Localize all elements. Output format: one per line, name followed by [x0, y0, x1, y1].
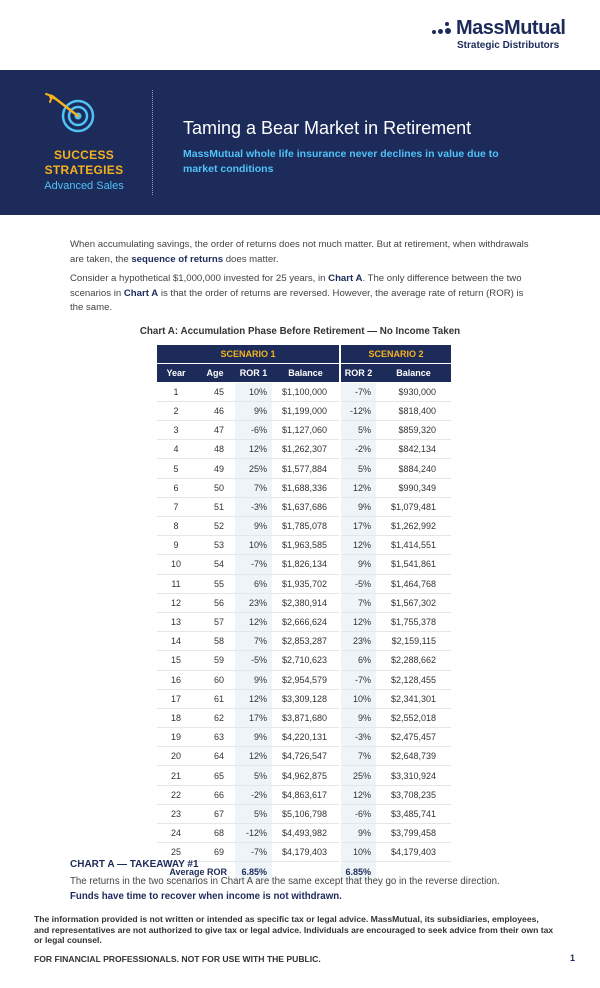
age-cell: 60: [195, 670, 235, 689]
ror2-cell: 7%: [340, 747, 376, 766]
year-cell: 3: [157, 421, 195, 440]
age-cell: 51: [195, 497, 235, 516]
year-cell: 8: [157, 517, 195, 536]
ror1-cell: 10%: [235, 382, 272, 401]
age-cell: 67: [195, 804, 235, 823]
year-cell: 22: [157, 785, 195, 804]
audience-notice: FOR FINANCIAL PROFESSIONALS. NOT FOR USE WITH THE PUBLIC.: [34, 954, 321, 964]
ror2-cell: 9%: [340, 555, 376, 574]
balance2-cell: $2,288,662: [376, 651, 451, 670]
ror1-cell: -5%: [235, 651, 272, 670]
balance1-cell: $3,871,680: [272, 708, 340, 727]
balance2-cell: $1,262,992: [376, 517, 451, 536]
balance1-cell: $3,309,128: [272, 689, 340, 708]
ror2-cell: 5%: [340, 421, 376, 440]
series-line-3: Advanced Sales: [44, 180, 124, 192]
balance2-cell: $2,648,739: [376, 747, 451, 766]
takeaway-line-1: The returns in the two scenarios in Chart A are the same except that they go in the reverse direction.: [70, 876, 500, 887]
ror1-cell: 12%: [235, 689, 272, 708]
table-row: [157, 574, 451, 593]
age-cell: 47: [195, 421, 235, 440]
year-cell: 10: [157, 555, 195, 574]
balance1-cell: $1,935,702: [272, 574, 340, 593]
balance1-cell: $4,962,875: [272, 766, 340, 785]
ror1-cell: 5%: [235, 766, 272, 785]
balance2-cell: $859,320: [376, 421, 451, 440]
page-number: 1: [570, 953, 576, 963]
intro-paragraph-2: Consider a hypothetical $1,000,000 invested for 25 years, in Chart A. The only difference between the two scenarios in Chart A is that the order of returns are reversed. However, the average rate of return (ROR) is the same.: [70, 273, 524, 313]
balance1-cell: $1,637,686: [272, 497, 340, 516]
ror1-cell: 9%: [235, 517, 272, 536]
balance2-cell: $3,310,924: [376, 766, 451, 785]
balance2-cell: $3,485,741: [376, 804, 451, 823]
balance2-cell: $1,567,302: [376, 593, 451, 612]
year-cell: 20: [157, 747, 195, 766]
year-cell: 24: [157, 824, 195, 843]
balance1-cell: $1,199,000: [272, 401, 340, 420]
ror2-cell: -12%: [340, 401, 376, 420]
balance1-cell: $1,127,060: [272, 421, 340, 440]
balance2-cell: $1,464,768: [376, 574, 451, 593]
balance2-cell: $2,128,455: [376, 670, 451, 689]
age-cell: 52: [195, 517, 235, 536]
year-cell: 11: [157, 574, 195, 593]
ror1-cell: -3%: [235, 497, 272, 516]
ror1-cell: 12%: [235, 440, 272, 459]
table-row: [157, 536, 451, 555]
balance2-cell: $1,414,551: [376, 536, 451, 555]
ror1-cell: -6%: [235, 421, 272, 440]
balance2-cell: $842,134: [376, 440, 451, 459]
age-cell: 64: [195, 747, 235, 766]
banner-divider: [152, 90, 153, 195]
age-cell: 61: [195, 689, 235, 708]
ror2-cell: 6%: [340, 651, 376, 670]
scenario-2-header: SCENARIO 2: [340, 345, 451, 363]
ror1-cell: -12%: [235, 824, 272, 843]
balance2-cell: $2,341,301: [376, 689, 451, 708]
column-header-ror2: ROR 2: [340, 363, 376, 382]
year-cell: 23: [157, 804, 195, 823]
balance2-cell: $2,475,457: [376, 728, 451, 747]
age-cell: 66: [195, 785, 235, 804]
column-header-ror1: ROR 1: [235, 363, 272, 382]
age-cell: 48: [195, 440, 235, 459]
table-row: [157, 382, 451, 401]
ror2-cell: 5%: [340, 459, 376, 478]
ror1-cell: -7%: [235, 843, 272, 862]
table-row: [157, 421, 451, 440]
page-title: Taming a Bear Market in Retirement: [183, 118, 472, 138]
balance1-cell: $4,863,617: [272, 785, 340, 804]
table-row: [157, 497, 451, 516]
takeaway-line-2: Funds have time to recover when income is not withdrawn.: [70, 891, 342, 902]
balance1-cell: $5,106,798: [272, 804, 340, 823]
age-cell: 63: [195, 728, 235, 747]
scenario-1-header: SCENARIO 1: [157, 345, 340, 363]
year-cell: 17: [157, 689, 195, 708]
year-cell: 25: [157, 843, 195, 862]
brand-name: MassMutual: [456, 17, 566, 39]
ror1-cell: 12%: [235, 747, 272, 766]
series-line-2: STRATEGIES: [44, 163, 124, 177]
ror2-cell: 12%: [340, 785, 376, 804]
ror2-cell: 25%: [340, 766, 376, 785]
year-cell: 2: [157, 401, 195, 420]
ror2-cell: 12%: [340, 478, 376, 497]
year-cell: 19: [157, 728, 195, 747]
ror2-cell: -7%: [340, 382, 376, 401]
table-row: [157, 766, 451, 785]
year-cell: 21: [157, 766, 195, 785]
ror2-cell: -6%: [340, 804, 376, 823]
ror2-cell: 9%: [340, 824, 376, 843]
ror2-cell: 17%: [340, 517, 376, 536]
average-ror1: 6.85%: [235, 862, 272, 881]
ror1-cell: 6%: [235, 574, 272, 593]
balance1-cell: $1,826,134: [272, 555, 340, 574]
table-row: [157, 517, 451, 536]
balance1-cell: $1,262,307: [272, 440, 340, 459]
balance2-cell: $1,079,481: [376, 497, 451, 516]
table-row: [157, 632, 451, 651]
age-cell: 62: [195, 708, 235, 727]
balance1-cell: $4,179,403: [272, 843, 340, 862]
ror2-cell: -2%: [340, 440, 376, 459]
balance1-cell: $2,666,624: [272, 612, 340, 631]
ror2-cell: 10%: [340, 689, 376, 708]
balance1-cell: $4,493,982: [272, 824, 340, 843]
balance1-cell: $1,688,336: [272, 478, 340, 497]
ror1-cell: 17%: [235, 708, 272, 727]
ror1-cell: 10%: [235, 536, 272, 555]
age-cell: 54: [195, 555, 235, 574]
ror2-cell: 9%: [340, 497, 376, 516]
balance1-cell: $1,963,585: [272, 536, 340, 555]
ror2-cell: 12%: [340, 536, 376, 555]
balance2-cell: $1,541,861: [376, 555, 451, 574]
ror1-cell: -7%: [235, 555, 272, 574]
balance1-cell: $2,710,623: [272, 651, 340, 670]
table-row: [157, 824, 451, 843]
balance2-cell: $884,240: [376, 459, 451, 478]
table-row: [157, 459, 451, 478]
balance2-cell: $3,708,235: [376, 785, 451, 804]
age-cell: 53: [195, 536, 235, 555]
age-cell: 65: [195, 766, 235, 785]
series-line-1: SUCCESS: [53, 148, 115, 162]
age-cell: 49: [195, 459, 235, 478]
balance2-cell: $930,000: [376, 382, 451, 401]
table-row: [157, 401, 451, 420]
age-cell: 69: [195, 843, 235, 862]
ror1-cell: 12%: [235, 612, 272, 631]
ror1-cell: 7%: [235, 478, 272, 497]
table-body: [157, 382, 451, 862]
balance1-cell: $2,380,914: [272, 593, 340, 612]
table-row: [157, 651, 451, 670]
chart-title: Chart A: Accumulation Phase Before Retirement — No Income Taken: [139, 326, 461, 337]
ror1-cell: 9%: [235, 401, 272, 420]
average-ror-label: Average ROR: [169, 866, 227, 877]
average-ror2: 6.85%: [340, 862, 376, 881]
table-row: [157, 555, 451, 574]
table-row: [157, 804, 451, 823]
table-row: [157, 728, 451, 747]
ror1-cell: 23%: [235, 593, 272, 612]
year-cell: 12: [157, 593, 195, 612]
balance1-cell: $1,785,078: [272, 517, 340, 536]
logo-dots-icon: [432, 22, 452, 36]
year-cell: 16: [157, 670, 195, 689]
balance1-cell: $4,726,547: [272, 747, 340, 766]
table-row: [157, 670, 451, 689]
balance1-cell: $2,853,287: [272, 632, 340, 651]
ror1-cell: 5%: [235, 804, 272, 823]
year-cell: 6: [157, 478, 195, 497]
table-row: [157, 440, 451, 459]
table-row: [157, 708, 451, 727]
ror1-cell: 25%: [235, 459, 272, 478]
ror1-cell: 9%: [235, 728, 272, 747]
year-cell: 7: [157, 497, 195, 516]
age-cell: 56: [195, 593, 235, 612]
balance2-cell: $1,755,378: [376, 612, 451, 631]
header-banner: [0, 70, 600, 215]
year-cell: 9: [157, 536, 195, 555]
year-cell: 14: [157, 632, 195, 651]
column-header-age: Age: [195, 363, 235, 382]
massmutual-logo: [432, 17, 582, 51]
table-row: [157, 689, 451, 708]
ror2-cell: -7%: [340, 670, 376, 689]
page-subtitle: MassMutual whole life insurance never declines in value due to market conditions: [183, 148, 499, 175]
balance1-cell: $1,577,884: [272, 459, 340, 478]
table-row: [157, 478, 451, 497]
intro-paragraph-1: When accumulating savings, the order of returns does not much matter. But at retirement, when withdrawals are taken, the sequence of returns does matter.: [70, 239, 529, 265]
ror2-cell: -3%: [340, 728, 376, 747]
takeaway-heading: CHART A — TAKEAWAY #1: [70, 859, 199, 870]
table-row: [157, 747, 451, 766]
year-cell: 1: [157, 382, 195, 401]
age-cell: 58: [195, 632, 235, 651]
balance1-cell: $2,954,579: [272, 670, 340, 689]
balance2-cell: $2,552,018: [376, 708, 451, 727]
column-header-balance1: Balance: [272, 363, 340, 382]
year-cell: 18: [157, 708, 195, 727]
year-cell: 13: [157, 612, 195, 631]
ror2-cell: 7%: [340, 593, 376, 612]
ror1-cell: 9%: [235, 670, 272, 689]
table-row: [157, 593, 451, 612]
target-arrow-icon: [44, 92, 100, 136]
ror2-cell: -5%: [340, 574, 376, 593]
year-cell: 4: [157, 440, 195, 459]
column-header-year: Year: [157, 363, 195, 382]
ror2-cell: 12%: [340, 612, 376, 631]
ror2-cell: 10%: [340, 843, 376, 862]
table-row: [157, 843, 451, 862]
ror1-cell: 7%: [235, 632, 272, 651]
age-cell: 57: [195, 612, 235, 631]
brand-subtitle: Strategic Distributors: [457, 40, 560, 51]
table-row: [157, 612, 451, 631]
ror1-cell: -2%: [235, 785, 272, 804]
age-cell: 45: [195, 382, 235, 401]
ror2-cell: 23%: [340, 632, 376, 651]
balance2-cell: $4,179,403: [376, 843, 451, 862]
ror2-cell: 9%: [340, 708, 376, 727]
balance1-cell: $4,220,131: [272, 728, 340, 747]
year-cell: 5: [157, 459, 195, 478]
balance2-cell: $990,349: [376, 478, 451, 497]
balance1-cell: $1,100,000: [272, 382, 340, 401]
age-cell: 68: [195, 824, 235, 843]
age-cell: 59: [195, 651, 235, 670]
table-row: [157, 785, 451, 804]
disclaimer: The information provided is not written or intended as specific tax or legal advice. MassMutual, its subsidiaries, employees, and representatives are not authorized to give tax or legal advice. Individuals are encouraged to seek advice from their own tax or legal counsel.: [34, 914, 554, 945]
year-cell: 15: [157, 651, 195, 670]
balance2-cell: $2,159,115: [376, 632, 451, 651]
returns-table: [157, 345, 451, 881]
balance2-cell: $3,799,458: [376, 824, 451, 843]
age-cell: 50: [195, 478, 235, 497]
intro-text: [70, 238, 530, 321]
balance2-cell: $818,400: [376, 401, 451, 420]
column-header-balance2: Balance: [376, 363, 451, 382]
age-cell: 46: [195, 401, 235, 420]
age-cell: 55: [195, 574, 235, 593]
